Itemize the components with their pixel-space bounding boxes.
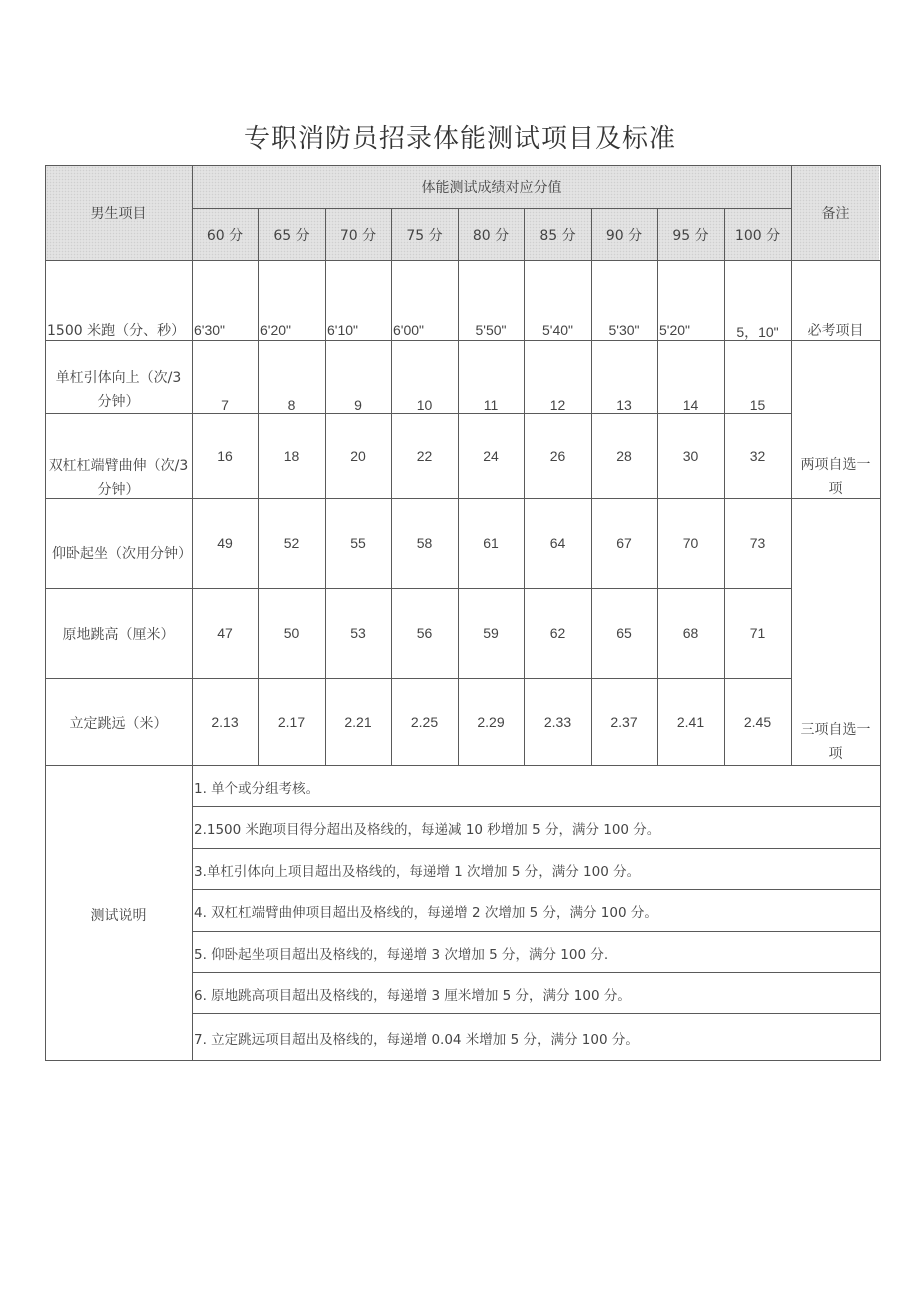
score-value: 22 [416,448,433,464]
score-value: 6'10" [327,322,359,338]
score-value: 71 [749,625,766,641]
row-name: 仰卧起坐（次用分钟） [52,546,192,562]
header-score: 75 分 [406,228,443,244]
score-value: 2.21 [344,714,372,730]
score-value: 62 [549,625,566,641]
column-line [458,208,459,766]
score-value: 64 [549,535,566,551]
table-border-top [45,165,881,166]
column-line [258,208,259,766]
score-value: 49 [217,535,233,551]
score-value: 11 [483,397,499,413]
note-item: 5. 仰卧起坐项目超出及格线的，每递增 3 次增加 5 分，满分 100 分. [194,946,609,963]
note-item: 6. 原地跳高项目超出及格线的，每递增 3 厘米增加 5 分，满分 100 分。 [194,987,631,1004]
header-score: 100 分 [734,228,781,244]
score-value: 16 [217,448,233,464]
score-value: 67 [616,535,632,551]
header-score: 90 分 [605,228,643,244]
note-line [192,848,881,849]
score-value: 61 [483,535,499,551]
score-value: 12 [549,397,566,413]
header-score: 95 分 [672,228,709,244]
score-value: 2.17 [277,714,306,730]
note-item: 1. 单个或分组考核。 [194,780,320,797]
row-name: 立定跳远（米） [69,716,168,732]
score-value: 7 [221,397,229,413]
score-value: 32 [749,448,766,464]
column-line [657,208,658,766]
column-line [724,208,725,766]
score-value: 2.13 [211,714,239,730]
header-divider [192,208,792,209]
page-title: 专职消防员招录体能测试项目及标准 [243,124,676,154]
row-line [45,588,792,589]
score-value: 55 [350,535,366,551]
score-value: 47 [217,625,233,641]
score-value: 10 [416,397,433,413]
column-line [391,208,392,766]
score-value: 2.45 [743,714,772,730]
header-remark: 备注 [821,206,850,222]
score-value: 13 [616,397,632,413]
score-value: 56 [416,625,433,641]
column-line [591,208,592,766]
score-value: 5'20" [659,322,691,338]
table-border-left [45,165,46,1061]
header-project: 男生项目 [90,206,147,222]
score-value: 18 [283,448,300,464]
table-border-bottom [45,1060,881,1061]
note-line [192,806,881,807]
note-item: 3.单杠引体向上项目超出及格线的，每递增 1 次增加 5 分，满分 100 分。 [194,863,641,880]
score-value: 5'40" [541,322,573,338]
score-value: 14 [682,397,699,413]
score-value: 8 [287,397,296,413]
score-value: 30 [682,448,699,464]
score-value: 2.41 [676,714,705,730]
score-value: 2.37 [610,714,638,730]
header-score: 60 分 [206,228,244,244]
header-bottom-line [45,260,881,261]
score-value: 6'00" [393,322,425,338]
row-name: 1500 米跑（分、秒） [47,323,186,339]
score-value: 58 [416,535,433,551]
row-line [45,765,881,766]
score-value: 26 [549,448,566,464]
header-score: 70 分 [339,228,377,244]
score-value: 52 [283,535,300,551]
score-value: 68 [682,625,699,641]
note-line [192,889,881,890]
score-value: 5'30" [608,322,640,338]
score-value: 5，10" [736,324,779,340]
score-value: 53 [350,625,366,641]
row-name: 单杠引体向上（次/3 分钟） [55,370,182,410]
score-value: 65 [616,625,632,641]
note-line [192,1013,881,1014]
header-score: 85 分 [539,228,576,244]
header-score: 65 分 [273,228,310,244]
score-value: 50 [283,625,300,641]
note-item: 4. 双杠杠端臂曲伸项目超出及格线的，每递增 2 次增加 5 分，满分 100 分。 [194,905,658,921]
column-line [524,208,525,766]
score-value: 24 [483,448,499,464]
note-line [192,931,881,932]
row-name: 原地跳高（厘米） [62,627,175,643]
note-item: 2.1500 米跑项目得分超出及格线的，每递减 10 秒增加 5 分，满分 100 分。 [194,822,661,838]
row-line [45,678,792,679]
score-value: 2.25 [410,714,439,730]
remark-choose-three: 三项自选一项 [800,722,871,762]
column-line [791,165,792,766]
column-line [192,165,193,1061]
score-value: 9 [354,397,362,413]
note-line [192,972,881,973]
header-score-group: 体能测试成绩对应分值 [421,180,562,196]
row-name: 双杠杠端臂曲伸（次/3 分钟） [48,458,189,498]
note-item: 7. 立定跳远项目超出及格线的，每递增 0.04 米增加 5 分，满分 100 分。 [194,1031,639,1048]
score-value: 5'50" [475,322,507,338]
score-value: 73 [749,535,766,551]
score-value: 2.33 [543,714,572,730]
header-score: 80 分 [472,228,510,244]
score-value: 70 [682,535,699,551]
remark-choose-two: 两项自选一项 [800,457,871,497]
score-value: 20 [350,448,366,464]
table-border-right [880,165,881,1061]
notes-label: 测试说明 [90,908,147,924]
score-value: 15 [749,397,766,413]
score-value: 2.29 [477,714,505,730]
score-value: 6'30" [194,322,226,338]
remark-required: 必考项目 [807,323,864,339]
column-line [325,208,326,766]
score-value: 28 [616,448,632,464]
score-value: 59 [483,625,499,641]
score-value: 6'20" [260,322,292,338]
